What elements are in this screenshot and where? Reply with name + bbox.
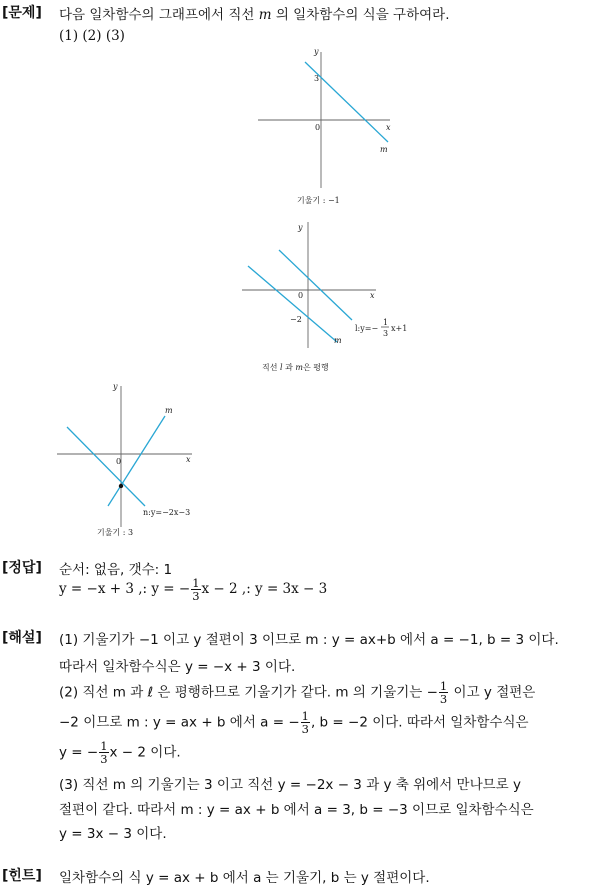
graph1-x-label: x <box>386 123 391 132</box>
answer-fraction: $\frac{1}{3}$ <box>192 576 200 603</box>
answer-line-2 <box>59 577 327 602</box>
answer-part-b: x − 2 ,: y = 3x − 3 <box>201 581 328 597</box>
problem-text-b: 의 일차함수의 식을 구하여라. <box>271 7 450 23</box>
graph-2 <box>240 218 415 378</box>
problem-statement <box>59 3 450 23</box>
graph3-line-label-n: n:y=−2x−3 <box>143 508 191 517</box>
graph3-y-label: y <box>113 382 118 391</box>
explanation-fraction-1: $\frac{1}{3}$ <box>439 679 448 706</box>
explanation-fraction-2: $\frac{1}{3}$ <box>301 709 309 736</box>
explanation-p3-line2: 절편이 같다. 따라서 m : y = ax + b 에서 a = 3, b = −3 이므로 일차함수식은 <box>59 802 534 818</box>
graph1-origin: 0 <box>315 123 321 132</box>
graph2-line-label-m: m <box>334 336 342 345</box>
graph3-x-label: x <box>186 455 191 464</box>
explanation-p3-line1: (3) 직선 m 의 기울기는 3 이고 직선 y = −2x − 3 과 y 축 위에서 만나므로 y <box>59 777 521 793</box>
graph3-intersection-point <box>119 484 123 488</box>
graph1-line-label: m <box>380 145 388 154</box>
hint-text: 일차함수의 식 y = ax + b 에서 a 는 기울기, b 는 y 절편이다. <box>59 870 430 886</box>
graph1-tick-3: 3 <box>314 74 320 83</box>
explanation-p1-line2: 따라서 일차함수식은 y = −x + 3 이다. <box>59 659 296 675</box>
graph2-line-l <box>279 250 352 320</box>
graph2-line-label-l-b: x+1 <box>391 324 408 333</box>
problem-tag: [문제] <box>2 5 42 21</box>
explanation-p2-line2: −2 이므로 m : y = ax + b 에서 a = − $\frac{1}{3}$ , b = −2 이다. 따라서 일차함수식은 <box>59 709 529 736</box>
graph2-y-label: y <box>298 223 303 232</box>
graph2-line-m <box>248 266 337 342</box>
graph2-line-label-l-a: l:y=− <box>355 324 379 333</box>
graph2-x-label: x <box>370 291 375 300</box>
problem-text-m: m <box>258 7 272 23</box>
answer-tag: [정답] <box>2 560 42 576</box>
graph3-origin: 0 <box>116 457 122 466</box>
graph1-caption: 기울기 : −1 <box>297 196 340 205</box>
graph-3 <box>55 382 205 542</box>
graph2-caption: 직선 l 과 m은 평행 <box>262 363 329 372</box>
graph2-tick-neg2: −2 <box>290 315 302 324</box>
explanation-p1-line1: (1) 기울기가 −1 이고 y 절편이 3 이므로 m : y = ax+b 에서 a = −1, b = 3 이다. <box>59 632 559 648</box>
graph1-y-label: y <box>314 47 319 56</box>
graph3-caption: 기울기 : 3 <box>97 528 134 537</box>
graph2-line-label-l-frac-d: 3 <box>383 329 389 338</box>
answer-part-a: y = −x + 3 ,: y = − <box>59 581 191 597</box>
hint-tag: [힌트] <box>2 868 42 884</box>
problem-text-a: 다음 일차함수의 그래프에서 직선 <box>59 7 259 23</box>
explanation-fraction-3: $\frac{1}{3}$ <box>100 739 108 766</box>
answer-line-1: 순서: 없음, 갯수: 1 <box>59 562 173 578</box>
graph-1 <box>255 48 395 210</box>
explanation-p3-line3: y = 3x − 3 이다. <box>59 826 167 842</box>
explanation-p2-line3: y = − $\frac{1}{3}$ x − 2 이다. <box>59 739 181 766</box>
explanation-tag: [해설] <box>2 630 42 646</box>
graph2-line-label-l-frac-n: 1 <box>383 318 389 327</box>
graph3-line-label-m: m <box>165 406 173 415</box>
graph2-origin: 0 <box>298 291 304 300</box>
problem-parts: (1) (2) (3) <box>59 28 125 44</box>
explanation-p2-line1: (2) 직선 m 과 ℓ 은 평행하므로 기울기가 같다. m 의 기울기는 − $\frac{1}{3}$ 이고 y 절편은 <box>59 679 536 706</box>
